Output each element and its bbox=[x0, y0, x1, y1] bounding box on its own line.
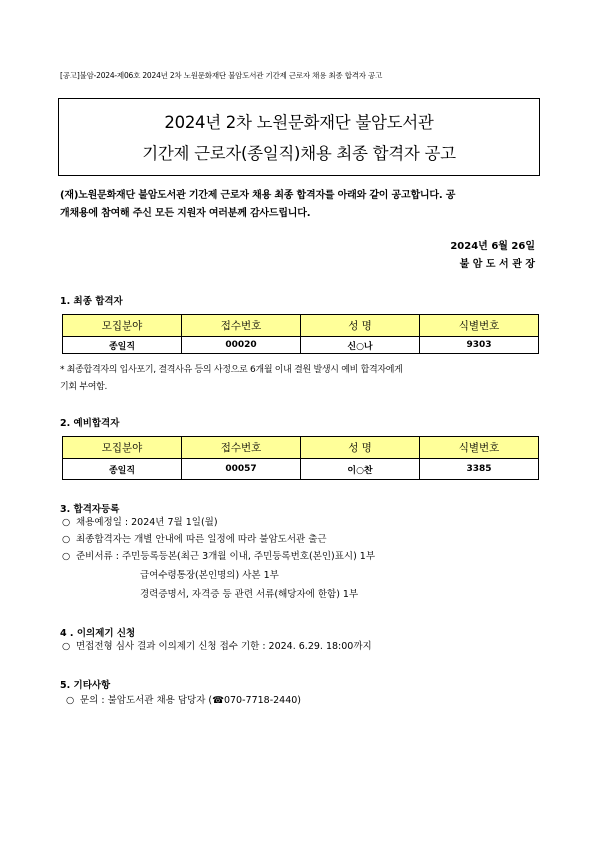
header-field: 모집분야 bbox=[63, 315, 182, 337]
section3-list bbox=[62, 514, 375, 603]
reserve-pass-table bbox=[62, 436, 539, 480]
cell-field: 종일직 bbox=[63, 459, 182, 480]
section5-heading: 5. 기타사항 bbox=[60, 680, 111, 691]
list-item bbox=[62, 548, 375, 565]
cell-id-no: 3385 bbox=[420, 459, 539, 480]
section4-heading: 4 . 이의제기 신청 bbox=[60, 628, 136, 639]
section5-list bbox=[66, 692, 301, 709]
table-header-row bbox=[63, 437, 539, 459]
section1-heading: 1. 최종 합격자 bbox=[60, 296, 123, 307]
cell-receipt-no: 00057 bbox=[182, 459, 301, 480]
header-receipt-no: 접수번호 bbox=[182, 315, 301, 337]
section3-heading: 3. 합격자등록 bbox=[60, 504, 120, 515]
cell-name: 신○나 bbox=[301, 337, 420, 354]
page-title-line2: 기간제 근로자(종일직)채용 최종 합격자 공고 bbox=[142, 144, 456, 163]
title-box bbox=[58, 98, 540, 176]
intro-line-1: (재)노원문화재단 불암도서관 기간제 근로자 채용 최종 합격자를 아래와 같이 공고합니다. 공 bbox=[60, 190, 456, 201]
documents-text: 준비서류 : 주민등록등본(최근 3개월 이내, 주민등록번호(본인)표시) 1부 bbox=[76, 551, 376, 562]
bullet-icon: ○ bbox=[66, 695, 75, 706]
note-line-2: 기회 부여함. bbox=[60, 382, 108, 392]
reserve-note bbox=[60, 362, 544, 396]
objection-text: 면접전형 심사 결과 이의제기 신청 접수 기한 : 2024. 6.29. 18:00까지 bbox=[76, 641, 372, 652]
list-item bbox=[66, 692, 301, 709]
header-field: 모집분야 bbox=[63, 437, 182, 459]
documents-cont-2: 경력증명서, 자격증 등 관련 서류(해당자에 한함) 1부 bbox=[140, 589, 359, 600]
section2-heading: 2. 예비합격자 bbox=[60, 418, 120, 429]
cell-name: 이○찬 bbox=[301, 459, 420, 480]
cell-receipt-no: 00020 bbox=[182, 337, 301, 354]
page-title-line1: 2024년 2차 노원문화재단 불암도서관 bbox=[164, 113, 434, 132]
section4-list bbox=[62, 638, 372, 655]
intro-line-2: 개채용에 참여해 주신 모든 지원자 여러분께 감사드립니다. bbox=[60, 208, 311, 219]
cell-field: 종일직 bbox=[63, 337, 182, 354]
contact-text: 문의 : 불암도서관 채용 담당자 (☎070-7718-2440) bbox=[80, 695, 302, 706]
list-item bbox=[62, 514, 375, 531]
issue-date: 2024년 6월 26일 bbox=[450, 241, 535, 252]
header-receipt-no: 접수번호 bbox=[182, 437, 301, 459]
document-number: [공고]불암-2024-제06호 2024년 2차 노원문화재단 불암도서관 기간제 근로자 채용 최종 합격자 공고 bbox=[60, 71, 383, 80]
bullet-icon: ○ bbox=[62, 551, 71, 562]
note-line-1: * 최종합격자의 입사포기, 결격사유 등의 사정으로 6개월 이내 결원 발생시 예비 합격자에게 bbox=[60, 365, 403, 375]
documents-cont-1: 급여수령통장(본인명의) 사본 1부 bbox=[140, 570, 279, 581]
cell-id-no: 9303 bbox=[420, 337, 539, 354]
attendance-text: 최종합격자는 개별 안내에 따른 일정에 따라 불암도서관 출근 bbox=[76, 534, 327, 545]
header-name: 성 명 bbox=[301, 437, 420, 459]
final-pass-table bbox=[62, 314, 539, 354]
intro-paragraph bbox=[60, 187, 544, 223]
start-date-text: 채용예정일 : 2024년 7월 1일(월) bbox=[76, 517, 218, 528]
list-item bbox=[62, 531, 375, 548]
issuer-name: 불 암 도 서 관 장 bbox=[459, 259, 535, 270]
table-header-row bbox=[63, 315, 539, 337]
header-id-no: 식별번호 bbox=[420, 315, 539, 337]
issue-block bbox=[450, 238, 535, 274]
table-row bbox=[63, 337, 539, 354]
bullet-icon: ○ bbox=[62, 641, 71, 652]
header-id-no: 식별번호 bbox=[420, 437, 539, 459]
header-name: 성 명 bbox=[301, 315, 420, 337]
list-item bbox=[62, 638, 372, 655]
bullet-icon: ○ bbox=[62, 517, 71, 528]
table-row bbox=[63, 459, 539, 480]
bullet-icon: ○ bbox=[62, 534, 71, 545]
